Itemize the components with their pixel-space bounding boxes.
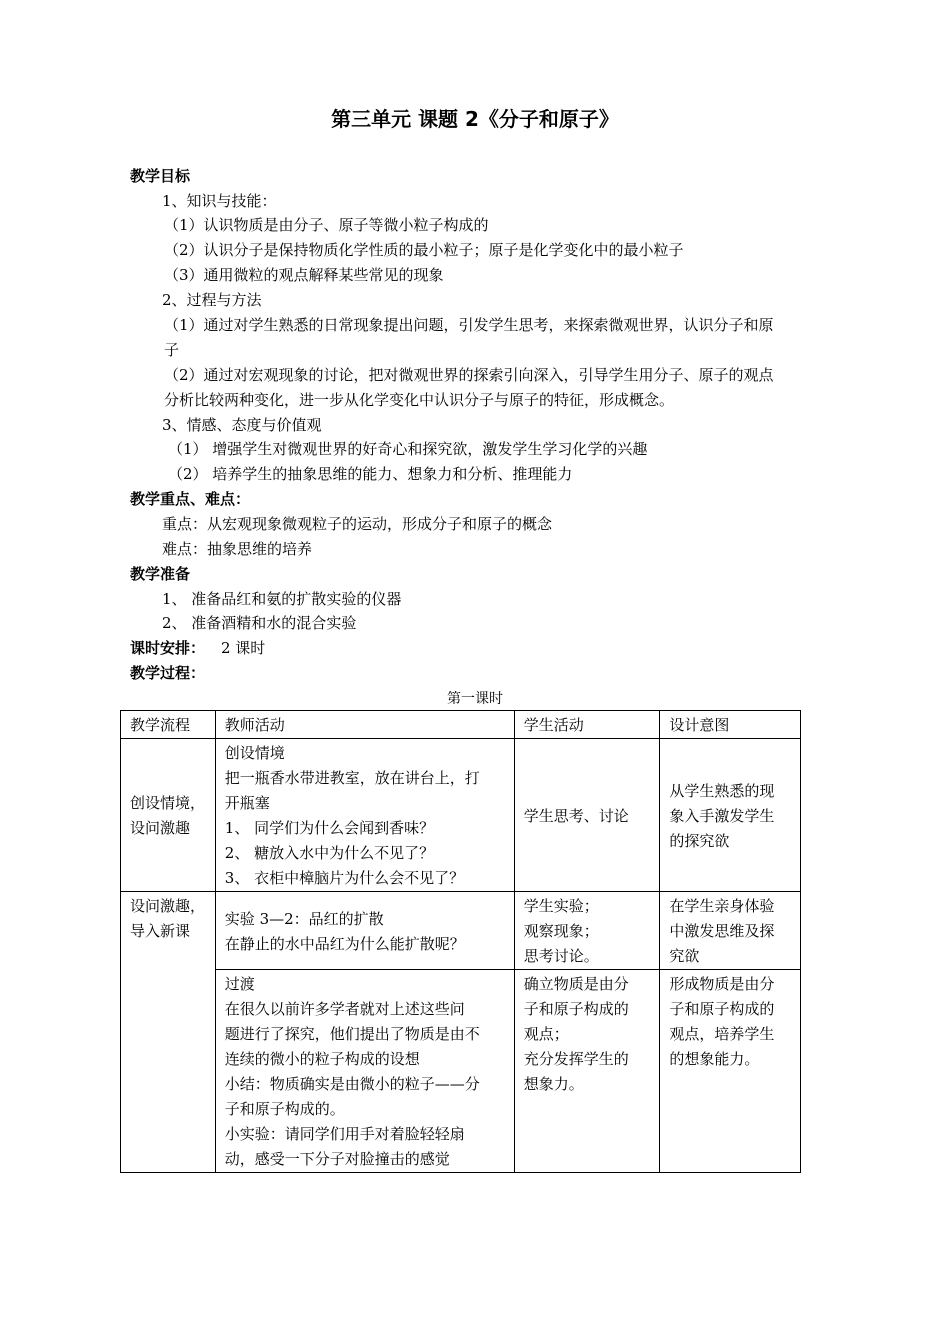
table-row (121, 970, 801, 1173)
text-line: （1）认识物质是由分子、原子等微小粒子构成的 (164, 216, 489, 234)
text-line: 2、 准备酒精和水的混合实验 (162, 614, 357, 632)
cell-line: 设问激趣 (130, 819, 191, 837)
cell-line: 确立物质是由分 (523, 975, 629, 993)
cell-line: 形成物质是由分 (669, 975, 775, 993)
text-line: （1）通过对学生熟悉的日常现象提出问题，引发学生思考，来探索微观世界，认识分子和原 (164, 316, 774, 334)
cell-line: 实验 3—2：品红的扩散 (224, 909, 384, 928)
table-header-row (121, 711, 801, 739)
cell-line: 过渡 (224, 975, 255, 993)
text-line: 1、知识与技能： (162, 192, 277, 210)
intent-cell (660, 739, 801, 892)
cell-line: 象入手激发学生 (669, 806, 775, 825)
table-caption: 第一课时 (447, 691, 503, 707)
cell-line: 从学生熟悉的现 (669, 781, 775, 800)
text-line: （2） 培养学生的抽象思维的能力、想象力和分析、推理能力 (168, 465, 573, 483)
teacher-cell (215, 892, 514, 970)
table-row (121, 892, 801, 970)
text-line: 2、过程与方法 (162, 291, 262, 309)
cell-line: 观察现象； (523, 922, 599, 940)
schedule-value: 2 课时 (221, 639, 266, 657)
cell-line: 的探究欲 (669, 831, 730, 850)
cell-line: 的想象能力。 (669, 1050, 760, 1068)
section-heading-keypoints: 教学重点、难点： (130, 490, 251, 508)
section-heading-preparation: 教学准备 (130, 565, 191, 583)
teacher-cell (215, 970, 514, 1173)
cell-line: 设问激趣， (130, 897, 206, 915)
text-line: 1、 准备品红和氨的扩散实验的仪器 (162, 590, 402, 608)
header-cell: 学生活动 (514, 711, 660, 739)
cell-line: 充分发挥学生的 (523, 1050, 629, 1068)
cell-line: 导入新课 (130, 922, 191, 940)
text-line: 分析比较两种变化，进一步从化学变化中认识分子与原子的特征，形成概念。 (164, 391, 675, 409)
cell-line: 创设情境， (130, 794, 206, 812)
cell-line: 学生实验； (523, 897, 599, 915)
cell-line: 子和原子构成的。 (224, 1100, 345, 1118)
cell-line: 观点； (523, 1025, 569, 1043)
intent-cell (660, 892, 801, 970)
text-line: （3）通用微粒的观点解释某些常见的现象 (164, 266, 444, 284)
cell-line: 子和原子构成的 (669, 1000, 775, 1018)
cell-line: 想象力。 (523, 1075, 584, 1093)
cell-line: 小实验：请同学们用手对着脸轻轻扇 (224, 1125, 465, 1143)
text-line: （2）通过对宏观现象的讨论，把对微观世界的探索引向深入，引导学生用分子、原子的观点 (164, 366, 774, 384)
text-line: 子 (164, 341, 180, 359)
cell-line: 创设情境 (224, 744, 285, 762)
page-title: 第三单元 课题 2《分子和原子》 (331, 107, 619, 131)
text-line: （2）认识分子是保持物质化学性质的最小粒子；原子是化学变化中的最小粒子 (164, 241, 684, 259)
header-cell: 教学流程 (121, 711, 216, 739)
cell-line: 3、 衣柜中樟脑片为什么会不见了？ (224, 869, 465, 887)
cell-line: 2、 糖放入水中为什么不见了？ (224, 844, 435, 862)
cell-line: 中激发思维及探 (669, 922, 775, 940)
cell-line: 开瓶塞 (224, 794, 270, 812)
cell-line: 在学生亲身体验 (669, 897, 775, 915)
student-cell (514, 970, 660, 1173)
section-heading-schedule: 课时安排： (130, 639, 206, 657)
text-line: （1） 增强学生对微观世界的好奇心和探究欲，激发学生学习化学的兴趣 (168, 440, 648, 458)
cell-line: 究欲 (669, 947, 700, 965)
header-cell: 教师活动 (215, 711, 514, 739)
flow-cell (121, 739, 216, 892)
cell-line: 小结：物质确实是由微小的粒子——分 (224, 1075, 480, 1093)
cell-line: 动，感受一下分子对脸撞击的感觉 (224, 1150, 450, 1168)
section-heading-process: 教学过程： (130, 664, 206, 682)
lesson-table (120, 710, 801, 1173)
text-line: 重点：从宏观现象微观粒子的运动，形成分子和原子的概念 (162, 515, 553, 533)
table-row (121, 739, 801, 892)
cell-line: 学生思考、讨论 (523, 806, 629, 825)
header-cell: 设计意图 (660, 711, 801, 739)
cell-line: 连续的微小的粒子构成的设想 (224, 1050, 420, 1068)
cell-line: 观点，培养学生 (669, 1025, 775, 1043)
intent-cell (660, 970, 801, 1173)
text-line: 难点：抽象思维的培养 (162, 540, 313, 558)
cell-line: 把一瓶香水带进教室，放在讲台上，打 (224, 769, 480, 787)
student-cell (514, 739, 660, 892)
section-heading-objectives: 教学目标 (130, 167, 191, 185)
teacher-cell (215, 739, 514, 892)
text-line: 3、情感、态度与价值观 (162, 416, 322, 434)
student-cell (514, 892, 660, 970)
cell-line: 思考讨论。 (523, 947, 599, 965)
cell-line: 在静止的水中品红为什么能扩散呢？ (224, 934, 465, 953)
cell-line: 子和原子构成的 (523, 1000, 629, 1018)
cell-line: 1、 同学们为什么会闻到香味？ (224, 819, 435, 837)
cell-line: 题进行了探究，他们提出了物质是由不 (224, 1025, 480, 1043)
flow-cell (121, 892, 216, 1173)
cell-line: 在很久以前许多学者就对上述这些问 (224, 1000, 465, 1018)
